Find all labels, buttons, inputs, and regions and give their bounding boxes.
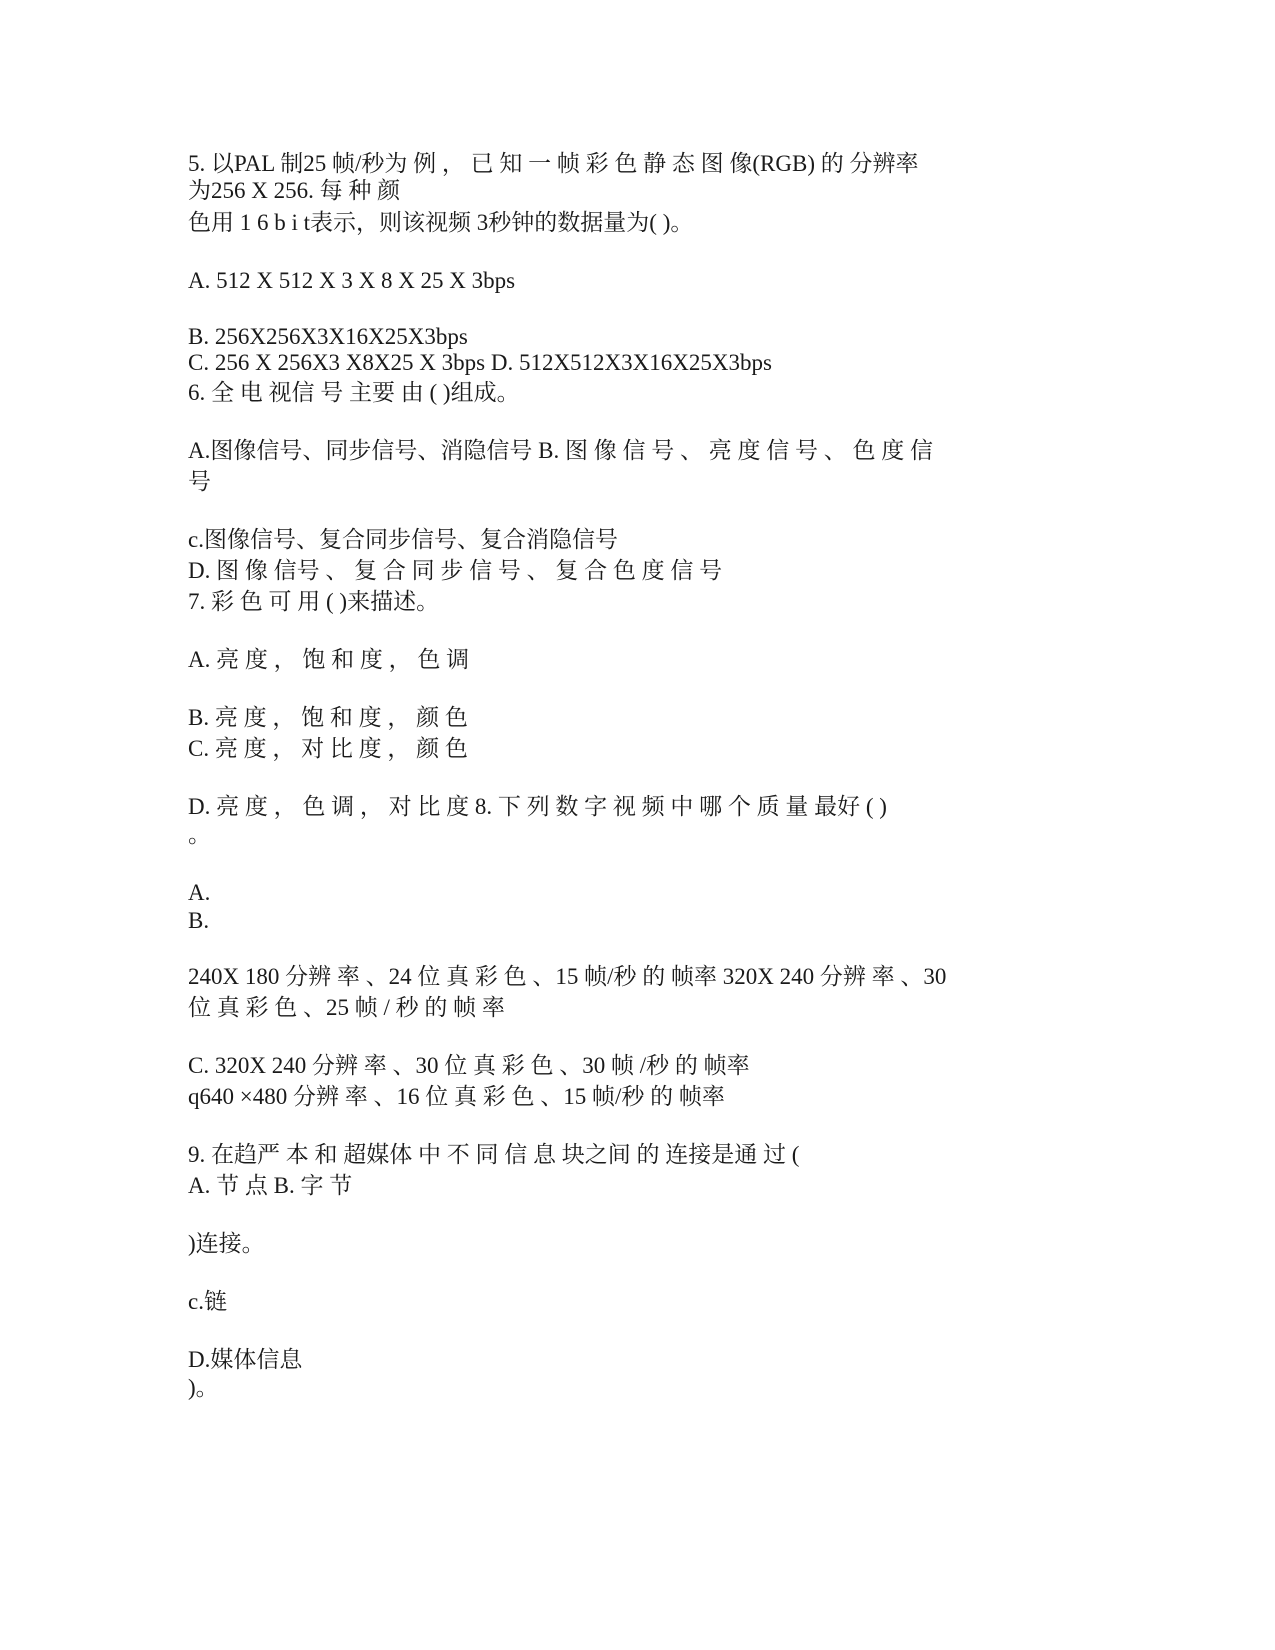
q9-option-c: c.链	[188, 1289, 227, 1314]
q8-option-b-cont: 位 真 彩 色 、25 帧 / 秒 的 帧 率	[188, 995, 505, 1020]
q8-label-a: A.	[188, 880, 211, 905]
q8-option-a-b-text: 240X 180 分辨 率 、24 位 真 彩 色 、15 帧/秒 的 帧率 320X 240 分辨 率 、30	[188, 964, 947, 989]
q9-stem-cont: )连接。	[188, 1231, 265, 1256]
q7-option-d-q8-stem: D. 亮 度 ， 色 调 ， 对 比 度 8. 下 列 数 字 视 频 中 哪 个 质 量 最好 ( )	[188, 794, 887, 819]
q7-option-b: B. 亮 度 ， 饱 和 度 ， 颜 色	[188, 705, 468, 730]
q8-label-b: B.	[188, 908, 210, 933]
q5-option-a: A. 512 X 512 X 3 X 8 X 25 X 3bps	[188, 268, 516, 293]
q8-stem-cont: 。	[188, 822, 211, 847]
q8-option-c: C. 320X 240 分辨 率 、30 位 真 彩 色 、30 帧 /秒 的 帧率	[188, 1053, 750, 1078]
q7-option-a: A. 亮 度 ， 饱 和 度 ， 色 调	[188, 647, 470, 672]
q5-stem-line-1: 5. 以PAL 制25 帧/秒为 例 ， 已 知 一 帧 彩 色 静 态 图 像(RGB) 的 分辨率	[188, 151, 919, 176]
q8-option-d: q640 ×480 分辨 率 、16 位 真 彩 色 、15 帧/秒 的 帧率	[188, 1084, 725, 1109]
q6-stem: 6. 全 电 视信 号 主要 由 ( )组成。	[188, 380, 520, 405]
q5-stem-line-2: 为256 X 256. 每 种 颜	[188, 178, 401, 203]
q9-option-a-b: A. 节 点 B. 字 节	[188, 1173, 353, 1198]
q9-closing: )。	[188, 1375, 219, 1400]
q9-stem: 9. 在趋严 本 和 超媒体 中 不 同 信 息 块之间 的 连接是通 过 (	[188, 1142, 800, 1167]
q6-option-d: D. 图 像 信号 、 复 合 同 步 信 号 、 复 合 色 度 信 号	[188, 558, 723, 583]
q9-option-d: D.媒体信息	[188, 1347, 303, 1372]
q5-option-c-d: C. 256 X 256X3 X8X25 X 3bps D. 512X512X3X16X25X3bps	[188, 350, 772, 375]
q5-option-b: B. 256X256X3X16X25X3bps	[188, 324, 468, 349]
q6-option-a-b: A.图像信号、同步信号、消隐信号 B. 图 像 信 号 、 亮 度 信 号 、 色 度 信	[188, 438, 933, 463]
q5-stem-line-3: 色用 1 6 b i t表示，则该视频 3秒钟的数据量为( )。	[188, 210, 694, 235]
q7-option-c: C. 亮 度 ， 对 比 度 ， 颜 色	[188, 736, 468, 761]
q6-option-c: c.图像信号、复合同步信号、复合消隐信号	[188, 527, 618, 552]
q7-stem: 7. 彩 色 可 用 ( )来描述。	[188, 589, 440, 614]
q6-option-b-cont: 号	[188, 469, 211, 494]
